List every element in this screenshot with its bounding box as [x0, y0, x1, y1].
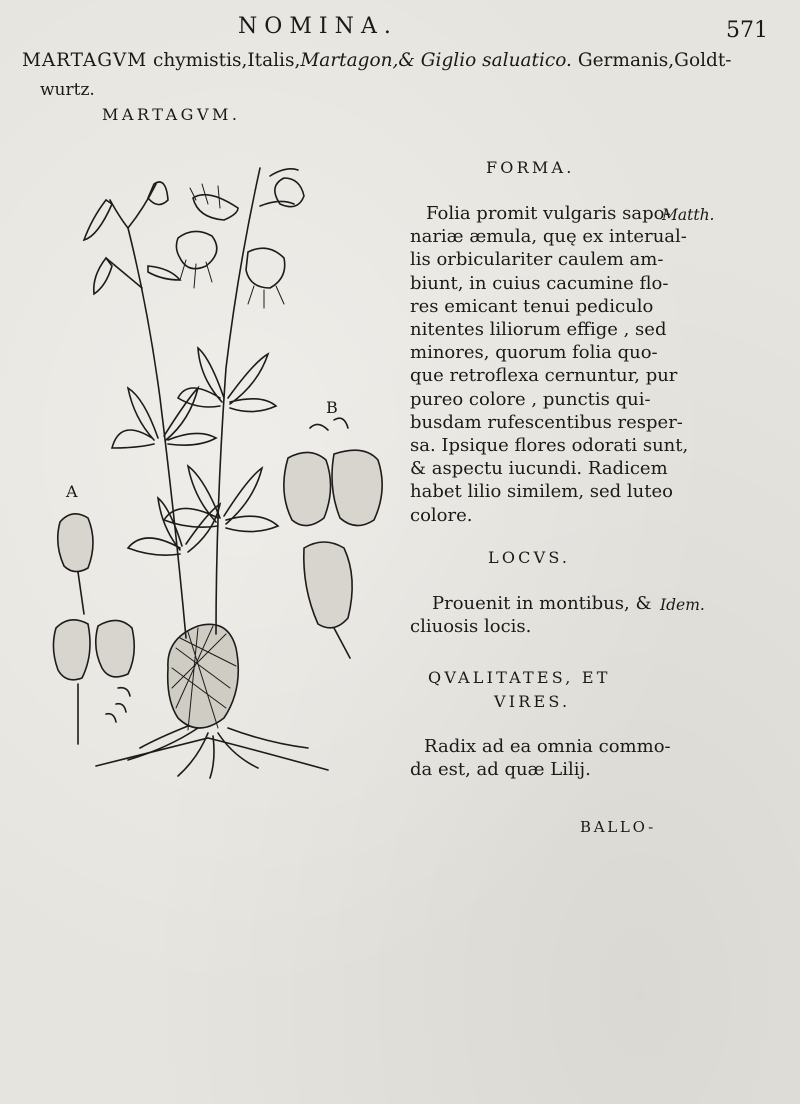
nomina-italian: Martagon,& Giglio saluatico. — [300, 50, 572, 71]
leaf-whorl-right-lower — [164, 466, 278, 532]
text-line: colore. — [410, 504, 473, 526]
locus-text — [410, 592, 651, 638]
text-line: habet lilio similem, sed luteo — [410, 481, 673, 503]
section-heading-forma: FORMA. — [486, 158, 575, 177]
seed-pod-b-2 — [332, 450, 382, 525]
text-line: sa. Ipsique flores odorati sunt, — [410, 435, 689, 457]
section-heading-qualitates: QVALITATES, ET — [428, 668, 611, 687]
margin-note-idem: Idem. — [660, 596, 705, 614]
martagon-lily-woodcut — [48, 148, 388, 788]
seed-pod-stalk — [334, 628, 350, 658]
text-line: minores, quorum folia quo- — [410, 342, 658, 364]
text-line: nariæ æmula, quę ex interual- — [410, 226, 687, 248]
text-line: nitentes liliorum effige , sed — [410, 319, 667, 341]
seed-pod-a — [58, 514, 93, 572]
section-heading-locus: LOCVS. — [488, 548, 571, 567]
text-line: biunt, in cuius cacumine flo- — [410, 272, 669, 294]
nomina-line — [22, 50, 732, 71]
flower-4-stamens — [248, 286, 284, 308]
text-line: pureo colore , punctis qui- — [410, 388, 651, 410]
section-heading-vires: VIRES. — [494, 692, 571, 711]
text-line: que retroflexa cernuntur, pur — [410, 365, 678, 387]
seeds-a — [106, 688, 130, 722]
bulb — [168, 624, 239, 728]
nomina-continuation: wurtz. — [40, 80, 95, 100]
seed-pod-open-2 — [96, 620, 135, 676]
seed-pod-b-1 — [284, 452, 331, 525]
ground-line — [96, 738, 328, 770]
text-line: Prouenit in montibus, & — [432, 593, 652, 614]
margin-note-matth: Matth. — [662, 206, 715, 224]
seed-pod-closed — [304, 542, 352, 628]
text-line: busdam rufescentibus resper- — [410, 411, 683, 433]
bud-3 — [94, 258, 112, 294]
nomina-lemma: MARTAGVM — [22, 50, 148, 71]
flower-1 — [193, 195, 238, 220]
leaf-whorl-left — [112, 388, 216, 448]
flower-2-petals — [260, 169, 298, 206]
flower-3 — [176, 231, 216, 268]
flower-4 — [246, 248, 285, 288]
text-line: Radix ad ea omnia commo- — [424, 736, 671, 757]
seed-pod-a-stalk — [78, 572, 84, 614]
seeds-b — [310, 418, 348, 430]
running-head: NOMINA. — [238, 14, 398, 39]
text-line: Folia promit vulgaris sapo- — [426, 203, 671, 224]
text-line: lis orbiculariter caulem am- — [410, 249, 664, 271]
nomina-text-b: Germanis,Goldt- — [571, 50, 732, 71]
page-number: 571 — [726, 18, 768, 43]
bud-1 — [84, 200, 112, 240]
qualitates-text — [410, 735, 671, 781]
catchword: BALLO- — [580, 818, 656, 836]
text-line: da est, ad quæ Lilij. — [410, 759, 591, 781]
figure-letter-b: B — [326, 398, 338, 417]
text-line: & aspectu iucundi. Radicem — [410, 458, 668, 480]
figure-letter-a: A — [66, 482, 78, 501]
plant-title: MARTAGVM. — [102, 105, 241, 124]
nomina-text-a: chymistis,Italis, — [147, 50, 301, 71]
forma-text — [410, 202, 688, 527]
text-line: cliuosis locis. — [410, 616, 532, 638]
bud-4 — [148, 266, 180, 280]
seed-pod-open-1 — [53, 620, 90, 680]
text-line: res emicant tenui pediculo — [410, 295, 654, 317]
